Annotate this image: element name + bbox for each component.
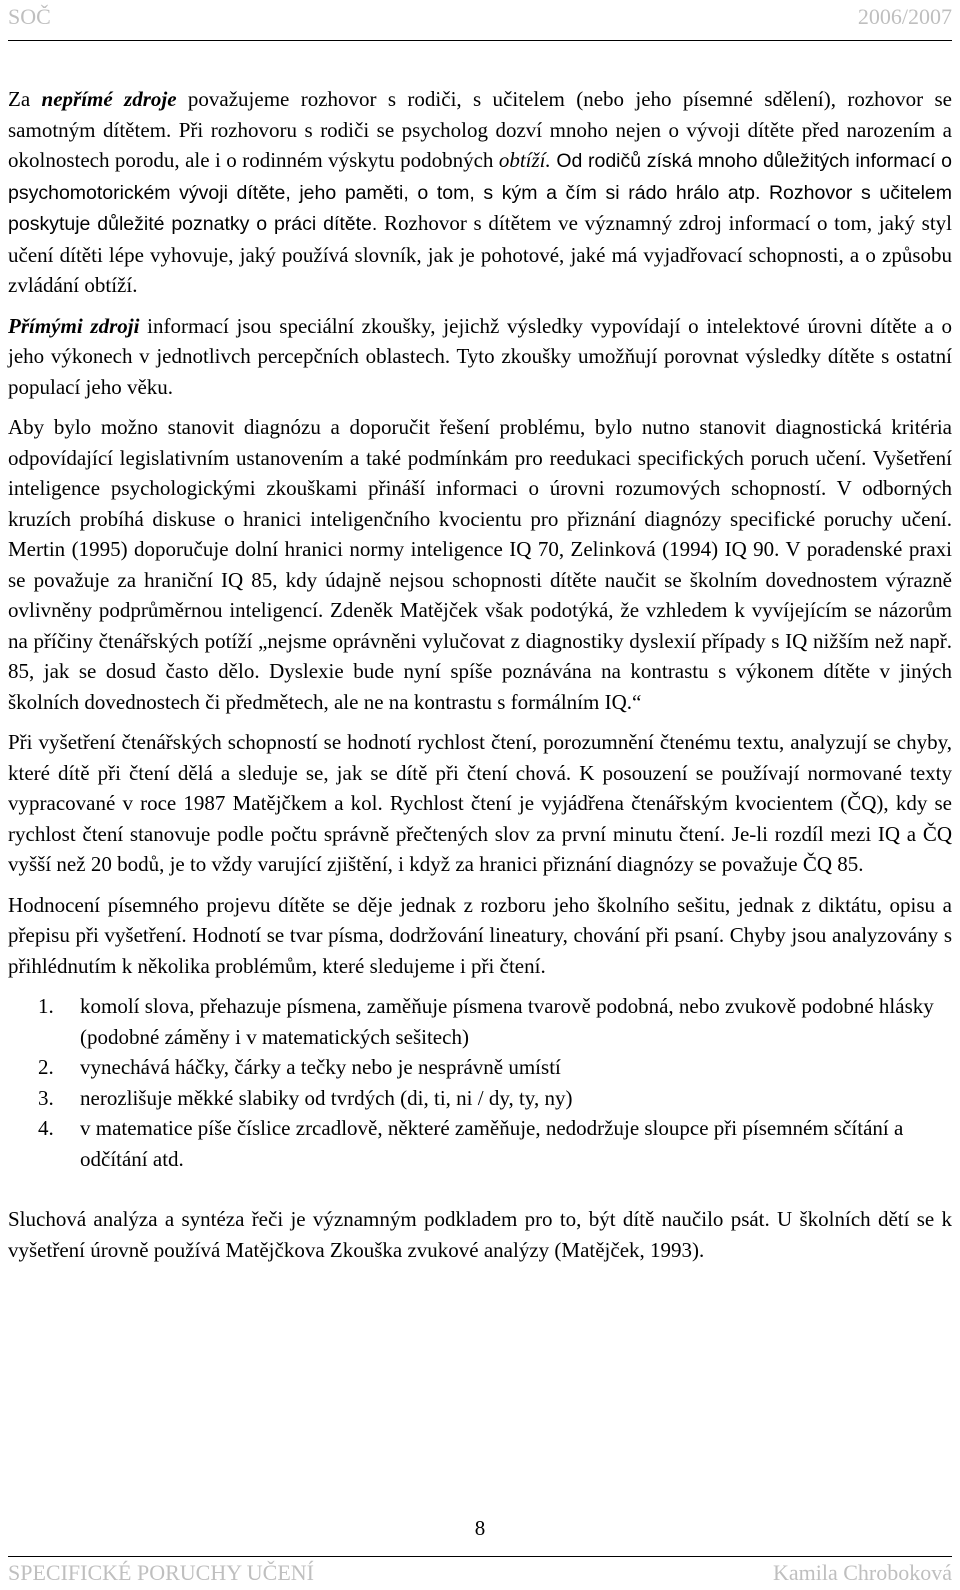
text: Za — [8, 87, 42, 111]
list-text: vynechává háčky, čárky a tečky nebo je nesprávně umístí — [80, 1055, 561, 1079]
list-item — [8, 991, 952, 1052]
text: informací jsou speciální zkoušky, jejichž výsledky vypovídají o intelektové úrovni dítěte a o jeho výkonech v jednotlivch percepčních oblastech. Tyto zkoušky umožňují porovnat výsledky dítěte s ostatní populací jeho věku. — [8, 313, 952, 399]
list-number: 3. — [38, 1085, 54, 1110]
list-number: 2. — [38, 1055, 54, 1079]
term-indirect-sources: nepřímé zdroje — [41, 87, 177, 111]
error-list — [8, 991, 952, 1174]
list-text: nerozlišuje měkké slabiky od tvrdých (di, ti, ni / dy, ty, ny) — [80, 1085, 573, 1110]
paragraph-writing: Hodnocení písemného projevu dítěte se děje jednak z rozboru jeho školního sešitu, jednak z diktátu, opisu a přepisu při vyšetření. Hodnotí se tvar písma, dodržování lineatury, chování při psaní. Chyby jsou analyzovány s přihlédnutím k několika problémům, které sledujeme i při čtení. — [8, 892, 952, 978]
paragraph-direct-sources — [8, 311, 952, 403]
text-italic: obtíží. — [498, 148, 551, 172]
header-left: SOČ — [8, 4, 51, 29]
page-footer — [8, 1556, 952, 1590]
list-number: 1. — [38, 994, 54, 1018]
footer-left: SPECIFICKÉ PORUCHY UČENÍ — [8, 1560, 315, 1585]
paragraph-auditory: Sluchová analýza a syntéza řeči je významným podkladem pro to, být dítě naučilo psát. U školních dětí se k vyšetření úrovně používá Matějčkova Zkouška zvukové analýzy (Matějček, 1993). — [8, 1207, 952, 1262]
list-text: komolí slova, přehazuje písmena, zaměňuje písmena tvarově podobná, nebo zvukově podobné hlásky (podobné záměny i v matematických sešitech) — [80, 994, 934, 1049]
paragraph-reading: Při vyšetření čtenářských schopností se hodnotí rychlost čtení, porozumnění čtenému textu, analyzují se chyby, které dítě při čtení dělá a sleduje se, jak se dítě při čtení chová. K posouzení se používají normované texty vypracované v roce 1987 Matějčkem a kol. Rychlost čtení je vyjádřena čtenářským kvocientem (ČQ), kdy se rychlost čtení stanovuje podle počtu správně přečtených slov za první minutu čtení. Je-li rozdíl mezi IQ a ČQ vyšší než 20 bodů, je to vždy varující zjištění, i když za hranici přiznání diagnózy se považuje ČQ 85. — [8, 730, 952, 876]
page-number: 8 — [474, 1516, 486, 1540]
term-direct-sources: Přímými zdroji — [8, 313, 140, 338]
list-item — [8, 1083, 952, 1114]
text-sans: Od rodičů získá mnoho důležitých informací o psychomotorickém vývoji dítěte, jeho paměti, o tom, s kým a čím si rádo hrálo atp. Rozhovor s učitelem poskytuje důležité poznatky o práci dítěte. — [8, 150, 952, 235]
list-item — [8, 1052, 952, 1083]
page-header — [8, 0, 952, 41]
list-text: v matematice píše číslice zrcadlově, některé zaměňuje, nedodržuje sloupce při písemném sčítání a odčítání atd. — [80, 1116, 904, 1171]
header-right: 2006/2007 — [857, 4, 952, 29]
list-number: 4. — [38, 1116, 54, 1140]
footer-right: Kamila Chroboková — [772, 1560, 952, 1585]
document-body — [8, 84, 952, 1275]
text: považujeme rozhovor s rodiči, s učitelem (nebo jeho písemné sdělení), rozhovor se samotným dítětem. Při rozhovoru s rodiči se psycholog dozví mnoho nejen o vývoji dítěte před narozením a okolnostech porodu, ale i o rodinném výskytu podobných — [8, 87, 952, 172]
list-item — [8, 1113, 952, 1174]
text: Rozhovor s dítětem ve významný zdroj informací o tom, jaký styl učení dítěti lépe vyhovuje, jaký používá slovník, jak je pohotové, jaké má vyjadřovací schopnosti, a o způsobu zvládání obtíží. — [8, 211, 953, 297]
paragraph-indirect-sources — [8, 84, 952, 301]
paragraph-diagnosis: Aby bylo možno stanovit diagnózu a doporučit řešení problému, bylo nutno stanovit diagnostická kritéria odpovídající legislativním ustanovením a také podmínkám pro reedukaci specifických poruch učení. Vyšetření inteligence psychologickými zkouškami přináší informaci o úrovni rozumových schopností. V odborných kruzích probíhá diskuse o hranici inteligenčního kvocientu pro přiznání diagnózy specifické poruchy učení. Mertin (1995) doporučuje dolní hranici normy inteligence IQ 70, Zelinková (1994) IQ 90. V poradenské praxi se považuje za hraniční IQ 85, kdy údajně nejsou schopnosti dítěte naučit se školním dovednostem výrazně ovlivněny podprůměrnou inteligencí. Zdeněk Matějček však podotýká, že vzhledem k vyvíjejícím se názorům na příčiny čtenářských potíží „nejsme oprávněni vylučovat z diagnostiky dyslexií případy s IQ nižším než např. 85, jak se dosud často dělo. Dyslexie bude nyní spíše poznávána na kontrastu s výkonem dítěte v jiných školních dovednostech či předmětech, ale ne na kontrastu s formálním IQ.“ — [8, 415, 952, 714]
